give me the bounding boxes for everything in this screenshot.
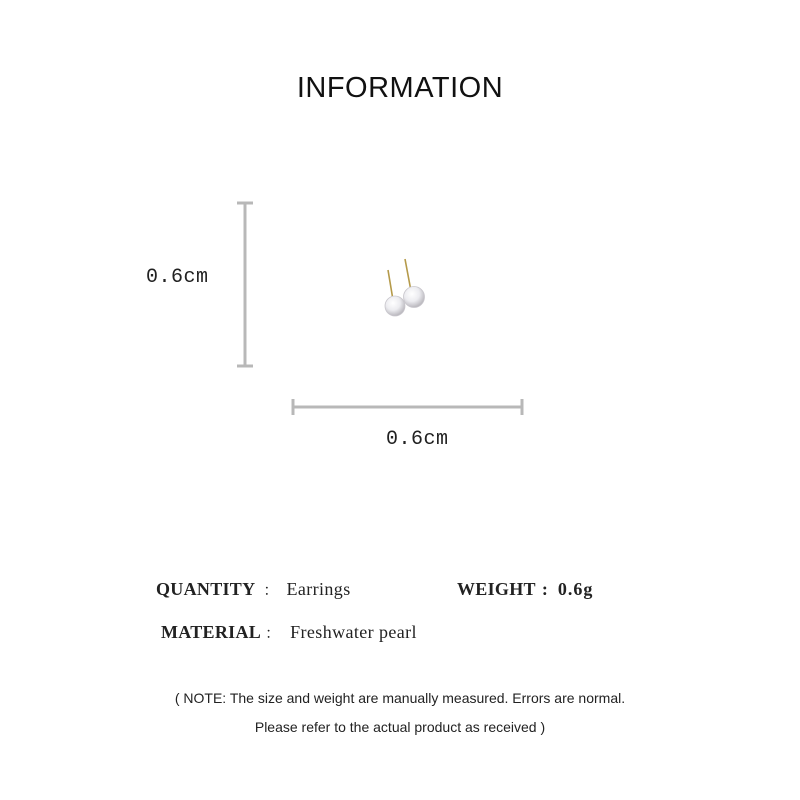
note-line-2: Please refer to the actual product as received ) [254,719,546,735]
width-dimension-label: 0.6cm [386,428,449,451]
weight-value: 0.6g [557,579,594,599]
material-label: MATERIAL [161,622,262,642]
horizontal-ruler [293,399,522,415]
quantity-separator: ： [263,583,279,599]
quantity-spec [156,579,351,600]
weight-spec [457,579,593,600]
weight-separator: : [541,579,548,599]
note-line-1: ( NOTE: The size and weight are manually measured. Errors are normal. [174,690,626,706]
material-separator: ： [265,626,281,642]
weight-label: WEIGHT [457,579,536,599]
quantity-value: Earrings [286,579,351,599]
page-title: INFORMATION [296,72,504,104]
material-spec [161,622,417,643]
vertical-ruler [237,203,253,367]
quantity-label: QUANTITY [156,579,256,599]
height-dimension-label: 0.6cm [146,266,209,289]
material-value: Freshwater pearl [290,622,417,642]
pearl-earrings-image [385,259,425,316]
